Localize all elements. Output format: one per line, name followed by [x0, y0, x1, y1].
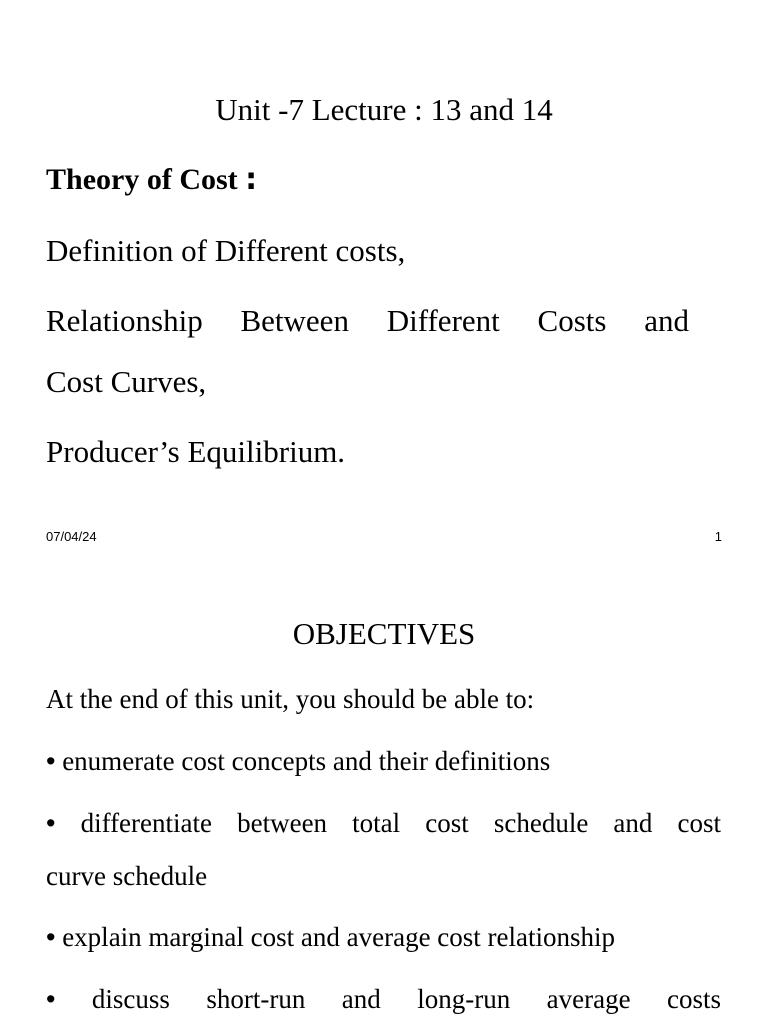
objective-text: enumerate cost concepts and their definitions: [62, 746, 551, 776]
topic-item-definitions: Definition of Different costs,: [46, 233, 406, 268]
objective-text: differentiate between total cost schedule and cost: [80, 808, 722, 838]
bullet-glyph: •: [46, 922, 56, 952]
objective-item: [46, 984, 721, 1015]
slide-2: [0, 560, 768, 1024]
bullet-glyph: •: [46, 746, 56, 776]
topic-item-equilibrium: Producer’s Equilibrium.: [46, 434, 346, 469]
objective-item: [46, 922, 615, 953]
bullet-glyph: •: [46, 808, 56, 838]
objective-item: [46, 746, 550, 777]
topic-item-relationship: Relationship Between Different Costs and: [46, 303, 689, 338]
objectives-title: OBJECTIVES: [292, 616, 476, 651]
section-heading-text: Theory of Cost: [46, 163, 238, 196]
slide-page-number: 1: [714, 529, 722, 544]
objective-text-continued: curve schedule: [46, 861, 208, 891]
objective-item: [46, 808, 721, 839]
objectives-intro: At the end of this unit, you should be able to:: [46, 684, 535, 714]
objective-text: explain marginal cost and average cost relationship: [62, 922, 616, 952]
slide-date: 07/04/24: [46, 529, 97, 544]
slide-title: Unit -7 Lecture : 13 and 14: [215, 92, 553, 127]
topic-item-cost-curves: Cost Curves,: [46, 364, 207, 399]
objective-text: discuss short-run and long-run average costs: [91, 984, 722, 1014]
section-heading-colon: :: [245, 162, 258, 197]
section-heading: [46, 162, 257, 197]
bullet-glyph: •: [46, 984, 56, 1014]
